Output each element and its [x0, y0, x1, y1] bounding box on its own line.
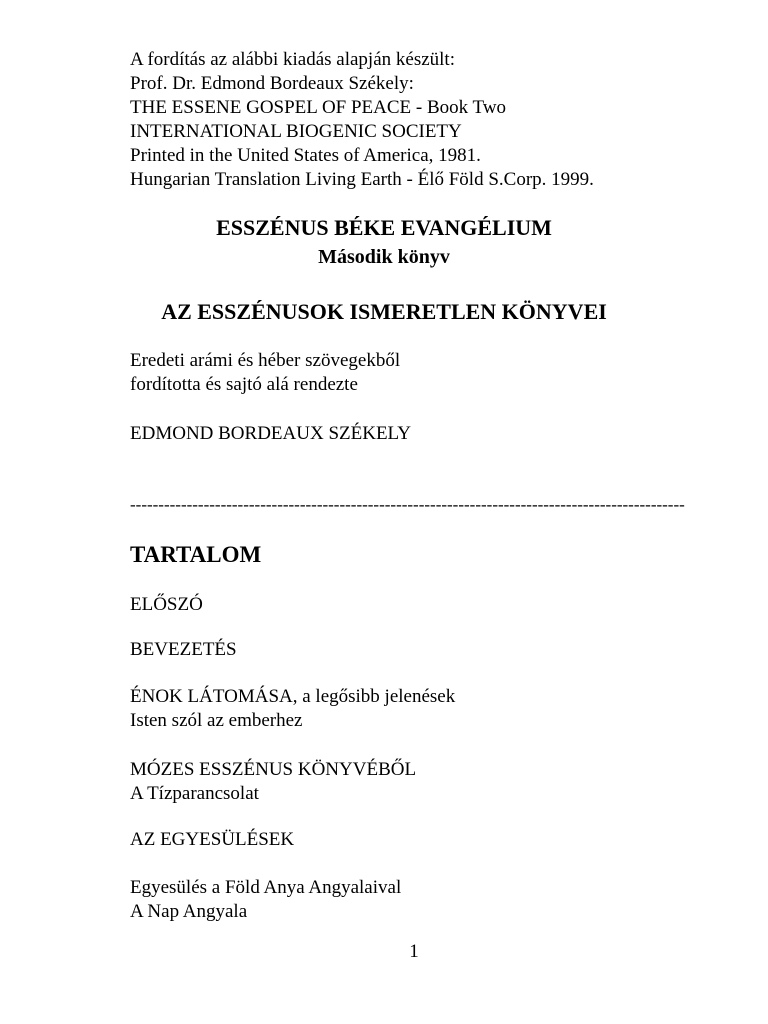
- toc-heading: TARTALOM: [130, 542, 262, 567]
- toc-item: ÉNOK LÁTOMÁSA, a legősibb jelenések: [130, 686, 456, 707]
- source-line: A fordítás az alábbi kiadás alapján készült:: [130, 49, 455, 70]
- toc-item: MÓZES ESSZÉNUS KÖNYVÉBŐL: [130, 759, 417, 780]
- toc-item: Egyesülés a Föld Anya Angyalaival: [130, 877, 402, 898]
- toc-item: BEVEZETÉS: [130, 639, 237, 660]
- source-line: Prof. Dr. Edmond Bordeaux Székely:: [130, 73, 414, 94]
- source-line: Hungarian Translation Living Earth - Élő Föld S.Corp. 1999.: [130, 169, 594, 190]
- toc-item: AZ EGYESÜLÉSEK: [130, 829, 295, 850]
- source-line: THE ESSENE GOSPEL OF PEACE - Book Two: [130, 97, 507, 118]
- separator-line: --------------------------------------------------------------------------------------------------: [130, 495, 685, 514]
- source-line: Printed in the United States of America, 1981.: [130, 145, 481, 166]
- toc-item: A Nap Angyala: [130, 901, 248, 922]
- toc-item: Isten szól az emberhez: [130, 710, 303, 731]
- page-number: 1: [409, 941, 419, 962]
- translator-name: EDMOND BORDEAUX SZÉKELY: [130, 423, 411, 444]
- series-title: AZ ESSZÉNUSOK ISMERETLEN KÖNYVEI: [161, 299, 607, 324]
- main-title: ESSZÉNUS BÉKE EVANGÉLIUM: [216, 215, 552, 240]
- toc-item: ELŐSZÓ: [130, 594, 203, 615]
- toc-item: A Tízparancsolat: [130, 783, 259, 804]
- translator-line: fordította és sajtó alá rendezte: [130, 374, 358, 395]
- translator-line: Eredeti arámi és héber szövegekből: [130, 350, 401, 371]
- source-line: INTERNATIONAL BIOGENIC SOCIETY: [130, 121, 462, 142]
- subtitle: Második könyv: [318, 246, 450, 268]
